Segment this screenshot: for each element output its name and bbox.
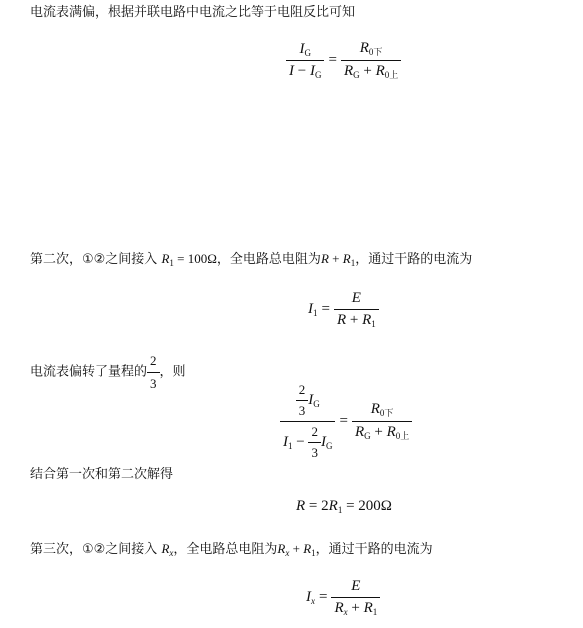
paragraph-5: 第三次，①②之间接入 $R_x$，全电路总电阻为$R_x + R_1$，通过干路的电流为 xyxy=(30,541,433,558)
fraction-two-thirds: $\frac{2}{3}$ xyxy=(147,352,160,393)
fraction-resistance-ratio: $\frac{R_{0下}}{R_G + R_{0上}}$ xyxy=(341,40,401,81)
paragraph-3: 电流表偏转了量程的 $\frac{2}{3}$ ，则 xyxy=(30,353,186,391)
equation-shunt-ratio-2: $\frac{2}{3}$ $I_G$ $I_1$ − $\frac{2}{3}$ $I_G$ = $\frac{R_{0下}}{R_G + R_{0上}}$ xyxy=(280,382,412,461)
equation-current-x: $I_x$ = $\frac{E}{R_x + R_1}$ xyxy=(306,578,380,617)
equation-result-r: $R = 2R_1 = 200\Omega$ xyxy=(296,498,392,515)
fraction-current-ratio: $\frac{I_G}{I - I_G}$ xyxy=(286,41,324,80)
equation-shunt-ratio-1: $\frac{I_G}{I - I_G}$ = $\frac{R_{0下}}{R_G + R_{0上}}$ xyxy=(286,40,401,81)
paragraph-2: 第二次，①②之间接入 $R_1 = 100\Omega$，全电路总电阻为$R + R_1$，通过干路的电流为 xyxy=(30,251,473,268)
equation-current-1: $I_1$ = $\frac{E}{R + R_1}$ xyxy=(308,290,379,329)
paragraph-4: 结合第一次和第二次解得 xyxy=(30,467,174,482)
paragraph-1: 电流表满偏，根据并联电路中电流之比等于电阻反比可知 xyxy=(30,5,356,20)
